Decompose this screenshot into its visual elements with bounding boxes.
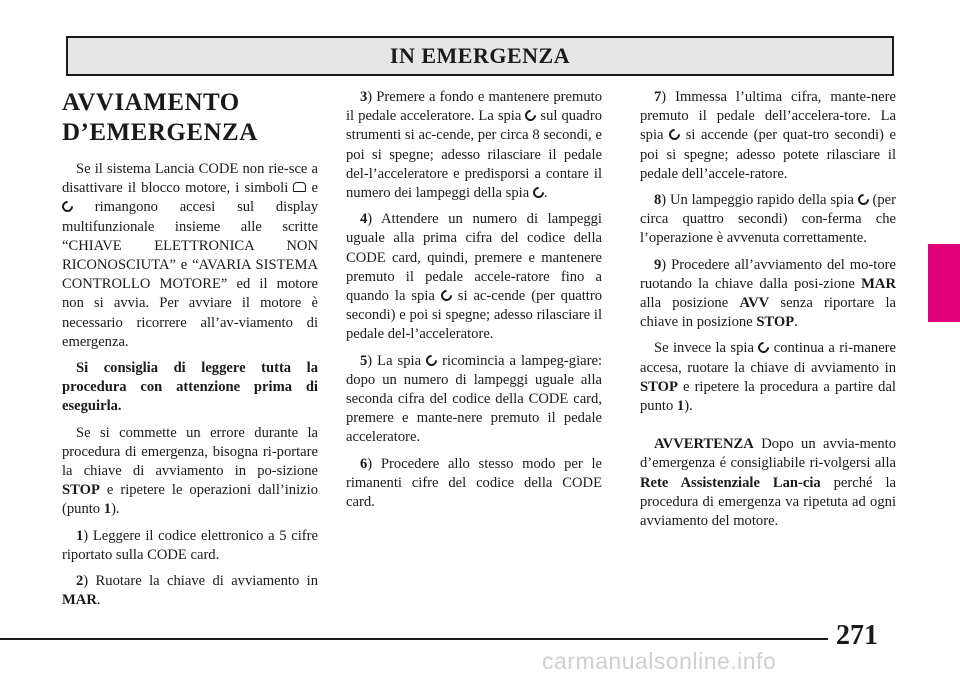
immobilizer-icon (293, 182, 306, 192)
paragraph: Se il sistema Lancia CODE non rie-sce a disattivare il blocco motore, i simboli e rimangono accesi sul display multifunzionale insieme alle scritte “CHIAVE ELETTRONICA NON RICONOSCIUTA” e “AVARIA SISTEMA CONTROLLO MOTORE” ed il motore non si avvia. Per avviare il motore è necessario ricorrere all’av-viamento di emergenza. (62, 160, 318, 352)
paragraph: Se invece la spia continua a ri-manere accesa, ruotare la chiave di avviamento in STOP e ripetere la procedura a partire dal punto 1). (640, 340, 897, 415)
paragraph-bold: Si consiglia di leggere tutta la procedura con attenzione prima di eseguirla. (62, 360, 318, 415)
step-2: 2) Ruotare la chiave di avviamento in MAR. (62, 573, 318, 609)
article-heading: AVVIAMENTO D’EMERGENZA (62, 89, 258, 146)
section-header (66, 36, 894, 76)
section-title: IN EMERGENZA (389, 43, 571, 68)
footer-rule (0, 638, 828, 640)
column-3 (640, 88, 896, 538)
step-4: 4) Attendere un numero di lampeggi uguale alla prima cifra del codice della CODE card, quindi, premere e mantenere premuto il pedale accele-ratore fino a quando la spia si ac-cende (per quattro secondi) e poi si spegne; adesso rilasciare il pedale del-l’acceleratore. (346, 211, 602, 343)
page-number: 271 (836, 620, 878, 651)
warning-note: AVVERTENZA Dopo un avvia-mento d’emergenza é consigliabile ri-volgersi alla Rete Assistenziale Lan-cia perché la procedura di emergenza va ripetuta ad ogni avviamento del motore. (640, 436, 896, 530)
spacer (640, 423, 896, 435)
step-7: 7) Immessa l’ultima cifra, mante-nere premuto il pedale dell’accelera-tore. La spia si accende (per quat-tro secondi) e poi si spegne; adesso potete rilasciare il pedale dell’accele-ratore. (640, 89, 896, 182)
step-1: 1) Leggere il codice elettronico a 5 cifre riportato sulla CODE card. (62, 527, 318, 563)
column-1 (62, 88, 318, 617)
paragraph: Se si commette un errore durante la procedura di emergenza, bisogna ri-portare la chiave di avviamento in po-sizione STOP e ripetere le operazioni dall’inizio (punto 1). (62, 424, 318, 518)
step-8: 8) Un lampeggio rapido della spia (per circa quattro secondi) con-ferma che l’operazione è avvenuta correttamente. (640, 192, 896, 247)
step-6: 6) Procedere allo stesso modo per le rimanenti cifre del codice della CODE card. (346, 455, 602, 511)
step-9: 9) Procedere all’avviamento del mo-tore ruotando la chiave dalla posi-zione MAR alla posizione AVV senza riportare la chiave in posizione STOP. (640, 256, 897, 331)
column-2 (346, 88, 602, 519)
step-3: 3) Premere a fondo e mantenere premuto il pedale acceleratore. La spia sul quadro strumenti si ac-cende, per circa 8 secondi, e poi si spegne; adesso rilasciare il pedale del-l’acceleratore e predisporsi a contare il numero dei lampeggi della spia . (346, 89, 602, 202)
step-5: 5) La spia ricomincia a lampeg-giare: dopo un numero di lampeggi uguale alla seconda cifra del codice della CODE card, premere e mante-nere premuto il pedale acceleratore. (346, 352, 602, 446)
watermark: carmanualsonline.info (542, 648, 777, 674)
chapter-tab-marker (928, 244, 960, 322)
